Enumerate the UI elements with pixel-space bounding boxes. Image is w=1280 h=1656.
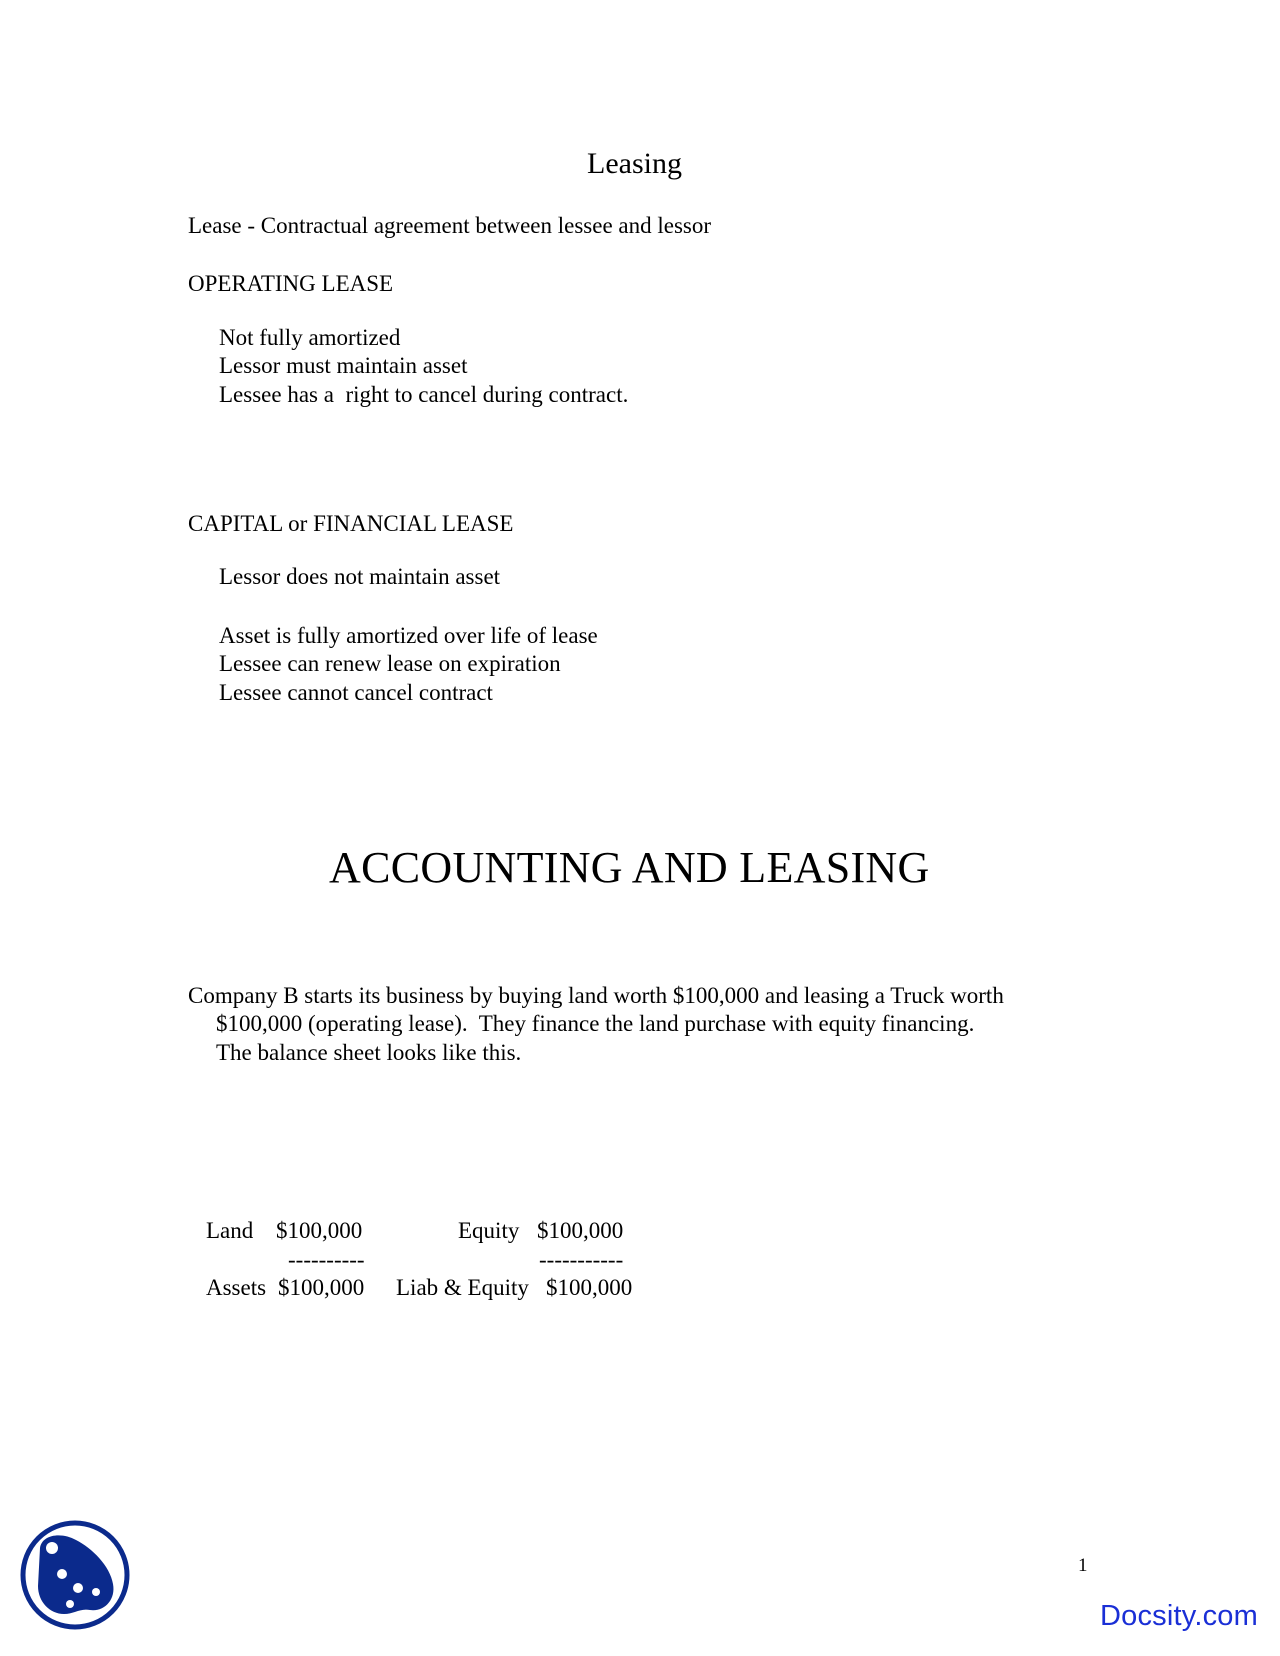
equity-value: $100,000 [537, 1218, 624, 1243]
paragraph-line: The balance sheet looks like this. [216, 1040, 522, 1065]
right-rule: ----------- [539, 1247, 624, 1272]
docsity-brand-link[interactable]: Docsity.com [1100, 1600, 1258, 1632]
capital-lease-heading: CAPITAL or FINANCIAL LEASE [188, 511, 514, 536]
liab-equity-value: $100,000 [546, 1275, 633, 1300]
capital-item: Asset is fully amortized over life of lease [219, 623, 598, 648]
page-number: 1 [1078, 1555, 1088, 1576]
assets-value: $100,000 [278, 1275, 365, 1300]
left-rule: ---------- [288, 1247, 365, 1272]
operating-item: Not fully amortized [219, 325, 401, 350]
lease-definition: Lease - Contractual agreement between lessee and lessor [188, 213, 712, 238]
page-title: Leasing [587, 147, 682, 180]
capital-item: Lessee cannot cancel contract [219, 680, 493, 705]
operating-item: Lessee has a right to cancel during contract. [219, 382, 629, 407]
liab-equity-label: Liab & Equity [396, 1275, 529, 1300]
land-label: Land [206, 1218, 254, 1243]
equity-label: Equity [458, 1218, 520, 1243]
capital-item: Lessee can renew lease on expiration [219, 651, 561, 676]
paragraph-line: $100,000 (operating lease). They finance the land purchase with equity financing. [216, 1011, 975, 1036]
paragraph-line: Company B starts its business by buying land worth $100,000 and leasing a Truck worth [188, 983, 1004, 1008]
assets-label: Assets [206, 1275, 267, 1300]
operating-item: Lessor must maintain asset [219, 353, 468, 378]
capital-item: Lessor does not maintain asset [219, 564, 501, 589]
section-title: ACCOUNTING AND LEASING [329, 843, 930, 892]
docsity-logo-icon [18, 1518, 132, 1632]
operating-lease-heading: OPERATING LEASE [188, 271, 394, 296]
land-value: $100,000 [276, 1218, 363, 1243]
